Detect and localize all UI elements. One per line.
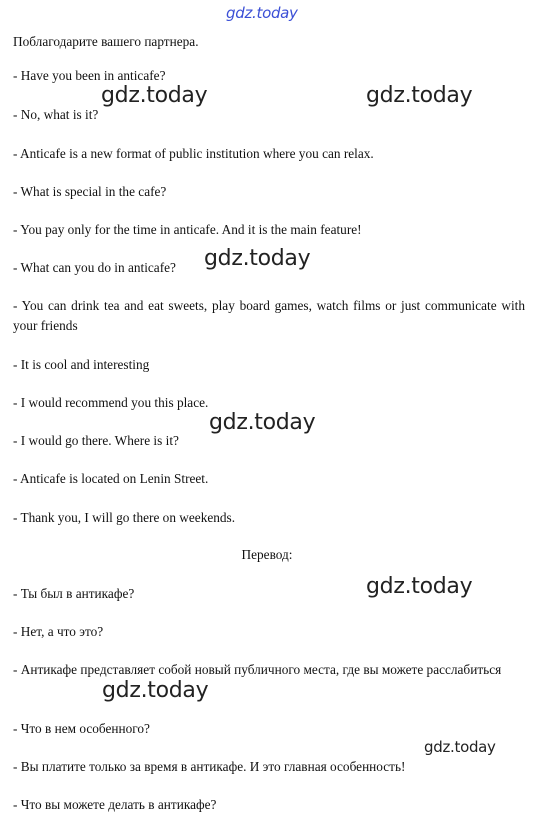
dialogue-en-line: - You can drink tea and eat sweets, play board games, watch films or just communicate with your friends bbox=[13, 298, 525, 333]
watermark: gdz.today bbox=[366, 83, 473, 108]
watermark: gdz.today bbox=[101, 83, 208, 108]
dialogue-ru-line: - Ты был в антикафе? bbox=[13, 586, 135, 601]
watermark: gdz.today bbox=[424, 738, 496, 756]
watermark: gdz.today bbox=[102, 678, 209, 703]
dialogue-ru-line: - Нет, а что это? bbox=[13, 624, 104, 639]
dialogue-en-line: - I would recommend you this place. bbox=[13, 395, 209, 410]
dialogue-en-line: - Anticafe is a new format of public institution where you can relax. bbox=[13, 146, 374, 161]
translation-heading: Перевод: bbox=[241, 547, 293, 562]
dialogue-ru-line: - Что в нем особенного? bbox=[13, 721, 150, 736]
dialogue-en-line: - I would go there. Where is it? bbox=[13, 433, 179, 448]
intro-line: Поблагодарите вашего партнера. bbox=[13, 34, 199, 49]
dialogue-en-line: - Have you been in anticafe? bbox=[13, 68, 166, 83]
dialogue-en-line: - Thank you, I will go there on weekends. bbox=[13, 510, 236, 525]
dialogue-en-line: - No, what is it? bbox=[13, 107, 99, 122]
dialogue-ru-line: - Что вы можете делать в антикафе? bbox=[13, 797, 217, 812]
dialogue-en-line: - What is special in the cafe? bbox=[13, 184, 167, 199]
dialogue-en-line: - It is cool and interesting bbox=[13, 357, 150, 372]
dialogue-ru-line: - Антикафе представляет собой новый публичного места, где вы можете расслабиться bbox=[13, 662, 502, 677]
dialogue-en-line: - What can you do in anticafe? bbox=[13, 260, 176, 275]
watermark: gdz.today bbox=[209, 410, 316, 435]
header-watermark: gdz.today bbox=[226, 4, 298, 22]
dialogue-en-line: - Anticafe is located on Lenin Street. bbox=[13, 471, 209, 486]
dialogue-ru-line: - Вы платите только за время в антикафе. И это главная особенность! bbox=[13, 759, 406, 774]
dialogue-en-line: - You pay only for the time in anticafe. And it is the main feature! bbox=[13, 222, 362, 237]
watermark: gdz.today bbox=[204, 246, 311, 271]
watermark: gdz.today bbox=[366, 574, 473, 599]
